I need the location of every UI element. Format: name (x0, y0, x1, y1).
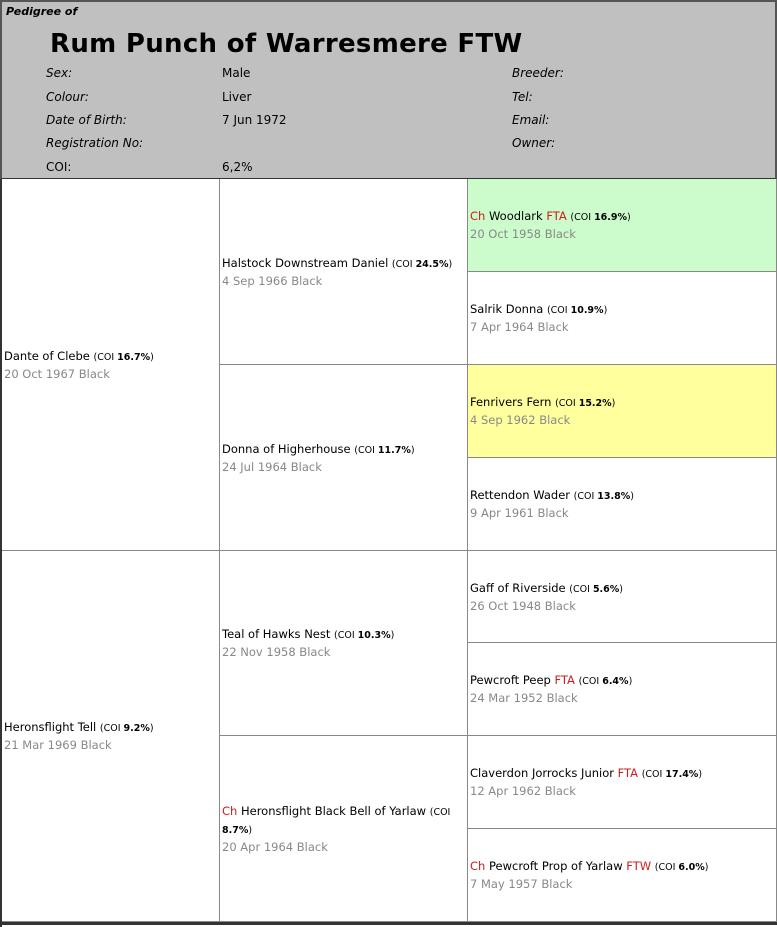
coi-prefix: (COI (569, 583, 593, 595)
ancestor-name: Gaff of Riverside (470, 580, 566, 595)
ancestor-coi (569, 584, 623, 595)
coi-prefix: (COI (641, 769, 666, 780)
email-label: Email: (512, 113, 550, 127)
ancestor-cell-gen3 (468, 179, 777, 272)
ancestor-info (470, 301, 772, 335)
coi-value: 16.7% (117, 351, 151, 363)
ancestor-birth-colour: 7 Apr 1964 Black (470, 320, 569, 334)
coi-prefix: (COI (354, 444, 378, 456)
ancestor-name-line (470, 394, 772, 412)
champion-title: Ch (222, 803, 238, 818)
field-trial-title: FTA (617, 766, 639, 780)
ancestor-coi (655, 862, 709, 873)
ancestor-birth-colour: 9 Apr 1961 Black (470, 506, 569, 520)
dog-name: Rum Punch of Warresmere FTW (50, 29, 523, 59)
field-trial-title: FTW (626, 859, 652, 873)
coi-value: 13.8% (597, 491, 631, 502)
coi-value: 10.3% (357, 630, 391, 641)
ancestor-birth-colour: 20 Oct 1967 Black (4, 366, 110, 381)
coi-prefix: (COI (391, 258, 416, 270)
coi-prefix: (COI (573, 491, 598, 502)
coi-suffix: ) (149, 723, 154, 734)
coi-suffix: ) (630, 491, 634, 502)
pedigree-of-label: Pedigree of (6, 5, 78, 18)
owner-label: Owner: (512, 136, 556, 150)
ancestor-birth-colour: 4 Sep 1962 Black (470, 413, 571, 427)
ancestor-cell-gen3 (468, 829, 777, 922)
coi-value: 11.7% (377, 444, 411, 456)
ancestor-name-line (470, 487, 772, 505)
ancestor-coi (547, 305, 607, 316)
ancestor-birth-colour: 12 Apr 1962 Black (470, 784, 576, 798)
ancestor-coi (574, 491, 634, 502)
ancestor-name: Rettendon Wader (470, 488, 570, 502)
ancestor-coi (100, 723, 154, 734)
ancestor-name: Fenrivers Fern (470, 395, 552, 409)
coi-prefix: (COI (555, 398, 579, 409)
ancestor-info (4, 719, 215, 753)
ancestor-name-line (470, 301, 772, 319)
coi-prefix: (COI (334, 630, 358, 641)
ancestor-name-line (222, 255, 463, 273)
ancestor-info (470, 487, 772, 521)
ancestor-info (4, 348, 215, 382)
ancestor-name: Woodlark (488, 209, 543, 223)
coi-suffix: ) (627, 212, 631, 223)
ancestor-birth-colour: 7 May 1957 Black (470, 877, 573, 891)
coi-label: COI: (46, 160, 72, 174)
ancestor-name-line (222, 803, 463, 839)
ancestor-name-line (470, 672, 772, 690)
ancestor-cell-gen3 (468, 272, 777, 365)
ancestor-name-line (222, 626, 463, 644)
coi-value: 24.5% (415, 258, 449, 270)
coi-suffix: ) (611, 398, 616, 409)
ancestor-birth-colour: 20 Oct 1958 Black (470, 227, 576, 241)
field-trial-title: FTA (554, 673, 575, 687)
ancestor-info (222, 255, 463, 289)
coi-value: 6.4% (602, 676, 629, 687)
coi-prefix: (COI (654, 862, 679, 873)
ancestor-coi (334, 630, 394, 641)
colour-label: Colour: (46, 90, 89, 104)
ancestor-birth-colour: 24 Jul 1964 Black (222, 459, 322, 474)
coi-suffix: ) (603, 305, 608, 316)
coi-suffix: ) (410, 444, 415, 456)
ancestor-name-line (4, 348, 215, 366)
ancestor-birth-colour: 21 Mar 1969 Black (4, 738, 112, 752)
ancestor-cell-gen1 (2, 551, 220, 922)
coi-prefix: (COI (429, 806, 451, 818)
ancestor-info (470, 394, 772, 428)
pedigree-header (0, 0, 777, 181)
sex-value: Male (222, 66, 251, 80)
ancestor-birth-colour: 22 Nov 1958 Black (222, 645, 331, 659)
coi-suffix: ) (448, 258, 453, 270)
coi-prefix: (COI (578, 676, 603, 687)
coi-value: 17.4% (665, 769, 699, 780)
ancestor-coi (94, 352, 154, 363)
coi-value: 5.6% (592, 583, 620, 595)
ancestor-name: Pewcroft Peep (470, 673, 551, 687)
ancestor-info (470, 208, 772, 242)
ancestor-info (222, 441, 463, 475)
coi-suffix: ) (704, 862, 709, 873)
ancestor-name: Halstock Downstream Daniel (222, 255, 389, 270)
ancestor-name-line (470, 858, 772, 876)
ancestor-cell-gen1 (2, 179, 220, 551)
ancestor-info (470, 765, 772, 799)
ancestor-birth-colour: 26 Oct 1948 Black (470, 598, 576, 613)
coi-prefix: (COI (570, 212, 595, 223)
ancestor-name: Salrik Donna (470, 302, 544, 316)
ancestor-coi (354, 445, 414, 456)
coi-suffix: ) (698, 769, 703, 780)
dob-label: Date of Birth: (46, 113, 127, 127)
ancestor-name-line (4, 719, 215, 737)
ancestor-coi (642, 769, 702, 780)
grid-bottom-border (0, 922, 777, 925)
coi-suffix: ) (150, 351, 154, 363)
ancestor-name: Donna of Higherhouse (222, 441, 351, 456)
coi-suffix: ) (248, 824, 253, 836)
ancestor-name: Teal of Hawks Nest (222, 627, 331, 641)
dob-value: 7 Jun 1972 (222, 113, 287, 127)
ancestor-coi (392, 259, 452, 270)
field-trial-title: FTA (546, 209, 567, 223)
coi-value: 6.0% (678, 862, 705, 873)
ancestor-info (470, 858, 772, 892)
colour-value: Liver (222, 90, 252, 104)
ancestor-birth-colour: 20 Apr 1964 Black (222, 839, 328, 854)
coi-value: 10.9% (570, 305, 604, 316)
coi-value: 15.2% (578, 398, 612, 409)
coi-suffix: ) (619, 583, 624, 595)
ancestor-birth-colour: 4 Sep 1966 Black (222, 273, 323, 288)
ancestor-info (470, 580, 772, 614)
coi-prefix: (COI (546, 305, 571, 316)
coi-prefix: (COI (99, 723, 124, 734)
breeder-label: Breeder: (512, 66, 564, 80)
coi-suffix: ) (628, 676, 633, 687)
ancestor-name-line (470, 765, 772, 783)
ancestor-name: Pewcroft Prop of Yarlaw (488, 859, 623, 873)
ancestor-info (470, 672, 772, 706)
ancestor-name-line (470, 580, 772, 598)
champion-title: Ch (470, 859, 486, 873)
ancestor-cell-gen2 (220, 551, 468, 736)
ancestor-name: Claverdon Jorrocks Junior (470, 766, 614, 780)
ancestor-name-line (222, 441, 463, 459)
ancestor-name: Heronsflight Black Bell of Yarlaw (240, 803, 427, 818)
tel-label: Tel: (512, 90, 533, 104)
champion-title: Ch (470, 209, 486, 223)
ancestor-birth-colour: 24 Mar 1952 Black (470, 691, 578, 705)
ancestor-cell-gen2 (220, 365, 468, 551)
ancestor-cell-gen3 (468, 365, 777, 458)
ancestor-cell-gen2 (220, 179, 468, 365)
coi-value: 16.9% (594, 212, 628, 223)
ancestor-name-line (470, 208, 772, 226)
ancestor-coi (555, 398, 615, 409)
ancestor-cell-gen3 (468, 736, 777, 829)
registration-label: Registration No: (46, 136, 144, 150)
ancestor-info (222, 626, 463, 660)
coi-prefix: (COI (93, 351, 118, 363)
coi-value: 8.7% (222, 824, 249, 836)
ancestor-cell-gen3 (468, 643, 777, 736)
ancestor-coi (579, 676, 633, 687)
ancestor-name: Heronsflight Tell (4, 720, 97, 734)
ancestor-info (222, 803, 463, 855)
grid-left-border (0, 179, 2, 927)
ancestor-cell-gen3 (468, 551, 777, 643)
ancestor-cell-gen2 (220, 736, 468, 922)
coi-value: 6,2% (222, 160, 253, 174)
coi-suffix: ) (390, 630, 395, 641)
sex-label: Sex: (46, 66, 73, 80)
ancestor-cell-gen3 (468, 458, 777, 551)
ancestor-coi (570, 212, 630, 223)
coi-value: 9.2% (123, 723, 150, 734)
pedigree-grid (0, 179, 777, 927)
ancestor-name: Dante of Clebe (4, 348, 90, 363)
